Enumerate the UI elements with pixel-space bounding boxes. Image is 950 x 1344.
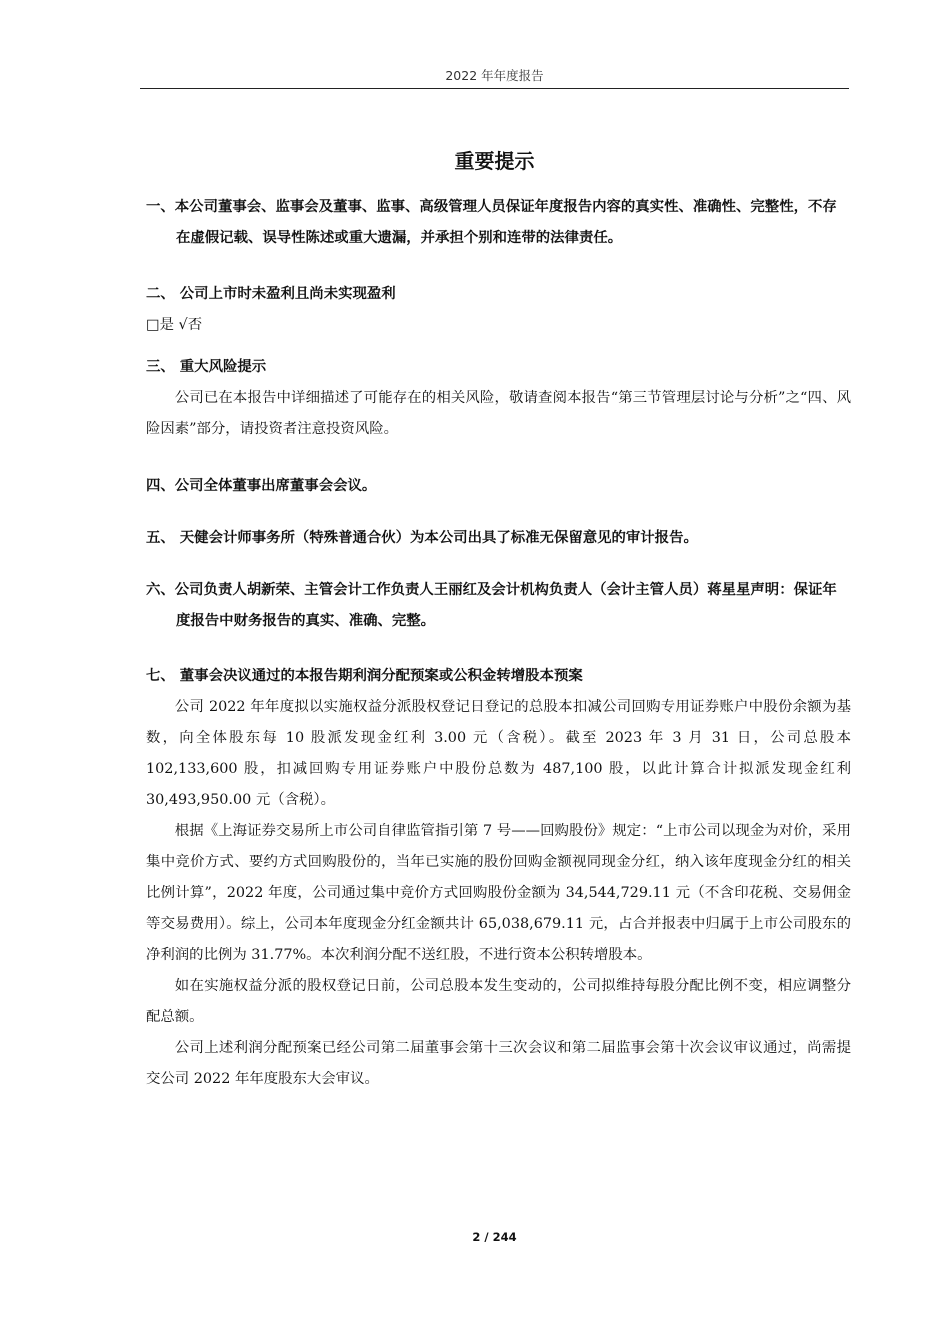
section-6 <box>146 575 851 637</box>
section-4-heading: 四、公司全体董事出席董事会会议。 <box>146 478 377 494</box>
section-4 <box>146 471 851 502</box>
section-3-heading: 三、 重大风险提示 <box>146 359 267 375</box>
section-5-heading: 五、 天健会计师事务所（特殊普通合伙）为本公司出具了标准无保留意见的审计报告。 <box>146 530 698 546</box>
section-6-heading: 六、公司负责人胡新荣、主管会计工作负责人王丽红及会计机构负责人（会计主管人员）蒋星星声明：保证年度报告中财务报告的真实、准确、完整。 <box>146 582 837 629</box>
section-3-body: 公司已在本报告中详细描述了可能存在的相关风险，敬请查阅本报告“第三节管理层讨论与分析”之“四、风险因素”部分，请投资者注意投资风险。 <box>146 390 851 437</box>
section-7-paragraph-1: 公司 2022 年年度拟以实施权益分派股权登记日登记的总股本扣减公司回购专用证券账户中股份余额为基数，向全体股东每 10 股派发现金红利 3.00 元（含税）。截至 2023 年 3 月 31 日，公司总股本 102,133,600 股，扣减回购专用证券账户中股份总数为 487,100 股，以此计算合计拟派发现金红利 30,493,950.00 元（含税）。 <box>146 699 851 808</box>
section-7-paragraph-4: 公司上述利润分配预案已经公司第二届董事会第十三次会议和第二届监事会第十次会议审议通过，尚需提交公司 2022 年年度股东大会审议。 <box>146 1040 851 1087</box>
section-1 <box>146 192 851 254</box>
page-title: 重要提示 <box>454 149 535 173</box>
header-divider <box>140 88 849 89</box>
section-1-heading: 一、本公司董事会、监事会及董事、监事、高级管理人员保证年度报告内容的真实性、准确性、完整性，不存在虚假记载、误导性陈述或重大遗漏，并承担个别和连带的法律责任。 <box>146 199 837 246</box>
section-2 <box>146 279 851 341</box>
section-3 <box>146 352 851 445</box>
section-7-paragraph-2: 根据《上海证券交易所上市公司自律监管指引第 7 号——回购股份》规定：“上市公司以现金为对价，采用集中竞价方式、要约方式回购股份的，当年已实施的股份回购金额视同现金分红，纳入该年度现金分红的相关比例计算”，2022 年度，公司通过集中竞价方式回购股份金额为 34,544,729.11 元（不含印花税、交易佣金等交易费用）。综上，公司本年度现金分红金额共计 65,038,679.11 元，占合并报表中归属于上市公司股东的净利润的比例为 31.77%。本次利润分配不送红股，不进行资本公积转增股本。 <box>146 823 851 963</box>
report-header: 2022 年年度报告 <box>445 68 544 83</box>
page-number: 2 / 244 <box>472 1230 517 1244</box>
section-7-paragraph-3: 如在实施权益分派的股权登记日前，公司总股本发生变动的，公司拟维持每股分配比例不变，相应调整分配总额。 <box>146 978 851 1025</box>
section-2-checkbox: □是 √否 <box>146 317 203 333</box>
section-2-heading: 二、 公司上市时未盈利且尚未实现盈利 <box>146 286 396 302</box>
section-7-heading: 七、 董事会决议通过的本报告期利润分配预案或公积金转增股本预案 <box>146 668 583 684</box>
section-7 <box>146 661 851 1095</box>
section-5 <box>146 523 851 554</box>
